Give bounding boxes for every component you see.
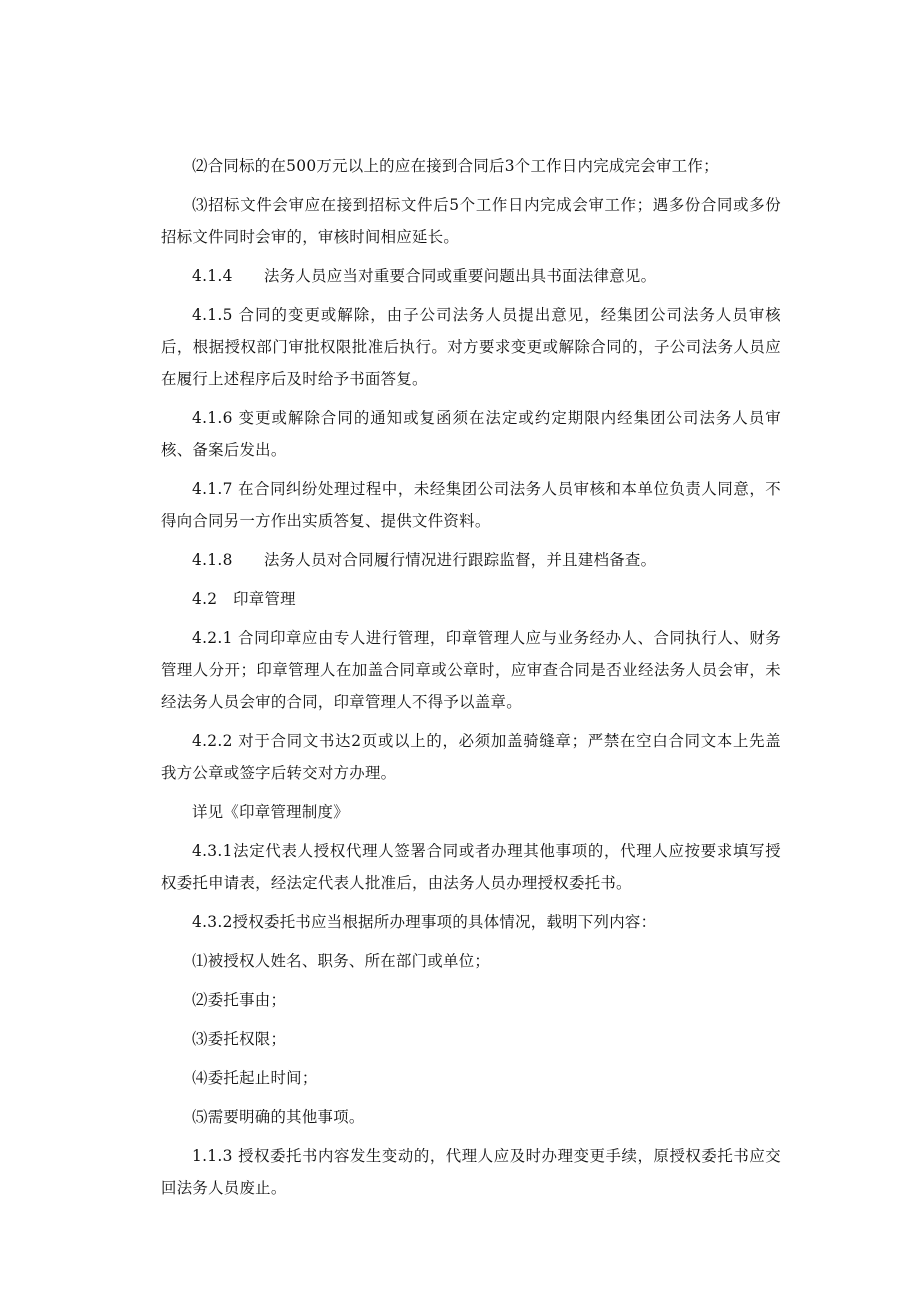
paragraph-4-1-6: 4.1.6 变更或解除合同的通知或复函须在法定或约定期限内经集团公司法务人员审核、备案后发出。 (161, 409, 781, 459)
paragraph-1-1-3: 1.1.3 授权委托书内容发生变动的，代理人应及时办理变更手续，原授权委托书应交回法务人员废止。 (161, 1147, 781, 1197)
document-body (161, 150, 781, 1211)
list-item-authorized-person: ⑴被授权人姓名、职务、所在部门或单位； (192, 952, 491, 970)
paragraph-see-seal-policy: 详见《印章管理制度》 (192, 803, 349, 821)
list-item-authorization-period: ⑷委托起止时间； (192, 1069, 318, 1087)
paragraph-4-3-1: 4.3.1法定代表人授权代理人签署合同或者办理其他事项的，代理人应按要求填写授权委托申请表，经法定代表人批准后，由法务人员办理授权委托书。 (161, 842, 781, 892)
paragraph-4-1-5: 4.1.5 合同的变更或解除，由子公司法务人员提出意见，经集团公司法务人员审核后，根据授权部门审批权限批准后执行。对方要求变更或解除合同的，子公司法务人员应在履行上述程序后及时给予书面答复。 (161, 306, 781, 388)
paragraph-4-3-2: 4.3.2授权委托书应当根据所办理事项的具体情况，载明下列内容： (192, 913, 657, 931)
paragraph-4-1-8: 4.1.8 法务人员对合同履行情况进行跟踪监督，并且建档备查。 (192, 551, 657, 569)
paragraph-4-2-1: 4.2.1 合同印章应由专人进行管理，印章管理人应与业务经办人、合同执行人、财务管理人分开；印章管理人在加盖合同章或公章时，应审查合同是否业经法务人员会审，未经法务人员会审的合同，印章管理人不得予以盖章。 (161, 629, 781, 711)
list-item-other-matters: ⑸需要明确的其他事项。 (192, 1108, 365, 1126)
paragraph-tender-review: ⑶招标文件会审应在接到招标文件后5个工作日内完成会审工作；遇多份合同或多份招标文件同时会审的，审核时间相应延长。 (161, 196, 781, 246)
paragraph-4-1-7: 4.1.7 在合同纠纷处理过程中，未经集团公司法务人员审核和本单位负责人同意，不得向合同另一方作出实质答复、提供文件资料。 (161, 480, 781, 530)
list-item-authorization-reason: ⑵委托事由； (192, 991, 287, 1009)
paragraph-contract-500w: ⑵合同标的在500万元以上的应在接到合同后3个工作日内完成完会审工作； (192, 157, 719, 175)
list-item-authorization-scope: ⑶委托权限； (192, 1030, 287, 1048)
paragraph-4-1-4: 4.1.4 法务人员应当对重要合同或重要问题出具书面法律意见。 (192, 267, 657, 285)
section-heading-4-2: 4.2 印章管理 (192, 590, 296, 608)
paragraph-4-2-2: 4.2.2 对于合同文书达2页或以上的，必须加盖骑缝章；严禁在空白合同文本上先盖我方公章或签字后转交对方办理。 (161, 732, 781, 782)
